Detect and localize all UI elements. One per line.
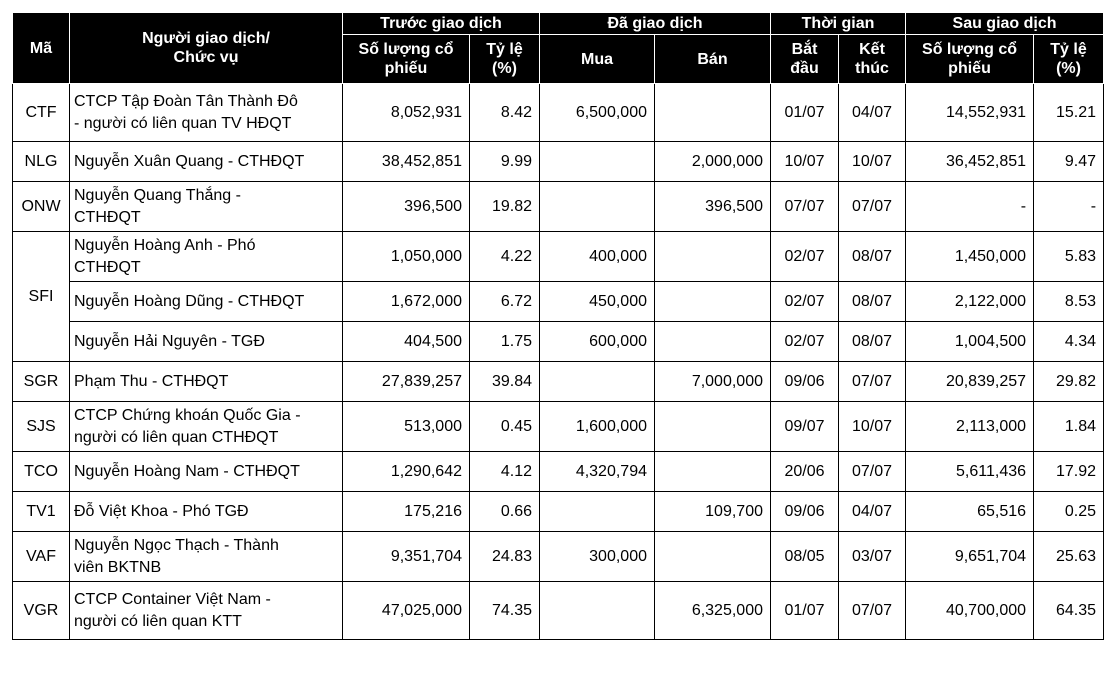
table-row	[13, 452, 1104, 492]
cell-end: 08/07	[839, 322, 906, 362]
cell-end: 03/07	[839, 532, 906, 582]
cell-after-pct: 15.21	[1034, 84, 1104, 142]
cell-before-qty: 513,000	[343, 402, 470, 452]
table-row	[13, 322, 1104, 362]
cell-person-line2: - người có liên quan TV HĐQT	[74, 114, 292, 132]
cell-person	[70, 322, 343, 362]
cell-person-line1: Đỗ Việt Khoa - Phó TGĐ	[74, 502, 249, 520]
cell-after-pct: 0.25	[1034, 492, 1104, 532]
cell-code: TV1	[13, 492, 70, 532]
cell-buy: 1,600,000	[540, 402, 655, 452]
cell-before-qty: 175,216	[343, 492, 470, 532]
header-nguoi-line1: Người giao dịch/	[142, 30, 270, 47]
header-thoi-gian: Thời gian	[771, 13, 906, 35]
cell-start: 01/07	[771, 84, 839, 142]
cell-before-pct: 6.72	[470, 282, 540, 322]
cell-after-pct: 5.83	[1034, 232, 1104, 282]
cell-after-qty: 14,552,931	[906, 84, 1034, 142]
cell-sell: 6,325,000	[655, 582, 771, 640]
header-after-pct-l2: (%)	[1056, 60, 1081, 77]
cell-after-pct: 64.35	[1034, 582, 1104, 640]
cell-after-qty: 5,611,436	[906, 452, 1034, 492]
cell-before-qty: 404,500	[343, 322, 470, 362]
cell-person-line1: Nguyễn Xuân Quang - CTHĐQT	[74, 152, 305, 170]
header-after-qty	[906, 35, 1034, 84]
header-nguoi-line2: Chức vụ	[173, 49, 239, 66]
cell-start: 07/07	[771, 182, 839, 232]
table-row	[13, 402, 1104, 452]
cell-start: 09/06	[771, 492, 839, 532]
cell-start: 02/07	[771, 282, 839, 322]
cell-before-pct: 0.66	[470, 492, 540, 532]
cell-sell	[655, 282, 771, 322]
cell-sell: 2,000,000	[655, 142, 771, 182]
cell-start: 09/06	[771, 362, 839, 402]
header-da-giao-dich: Đã giao dịch	[540, 13, 771, 35]
cell-before-qty: 9,351,704	[343, 532, 470, 582]
header-sell: Bán	[655, 35, 771, 84]
cell-person-line1: CTCP Tập Đoàn Tân Thành Đô	[74, 92, 298, 110]
cell-after-qty: 1,450,000	[906, 232, 1034, 282]
table-row	[13, 362, 1104, 402]
header-before-pct-l2: (%)	[492, 60, 517, 77]
header-before-qty-l2: phiếu	[384, 60, 428, 77]
cell-after-qty: 2,113,000	[906, 402, 1034, 452]
cell-buy: 450,000	[540, 282, 655, 322]
cell-code: ONW	[13, 182, 70, 232]
cell-code: SJS	[13, 402, 70, 452]
cell-start: 08/05	[771, 532, 839, 582]
cell-after-pct: 1.84	[1034, 402, 1104, 452]
cell-buy: 600,000	[540, 322, 655, 362]
cell-after-pct: -	[1034, 182, 1104, 232]
cell-after-qty: -	[906, 182, 1034, 232]
cell-person-line1: CTCP Chứng khoán Quốc Gia -	[74, 406, 301, 424]
cell-code: SGR	[13, 362, 70, 402]
cell-person	[70, 452, 343, 492]
cell-code: SFI	[13, 232, 70, 362]
cell-end: 07/07	[839, 582, 906, 640]
header-buy: Mua	[540, 35, 655, 84]
cell-before-pct: 39.84	[470, 362, 540, 402]
cell-buy: 300,000	[540, 532, 655, 582]
cell-sell	[655, 532, 771, 582]
cell-after-qty: 65,516	[906, 492, 1034, 532]
cell-code: NLG	[13, 142, 70, 182]
cell-after-qty: 40,700,000	[906, 582, 1034, 640]
header-before-qty-l1: Số lượng cổ	[358, 41, 454, 58]
header-after-pct-l1: Tỷ lệ	[1050, 41, 1087, 58]
table-row	[13, 582, 1104, 640]
table-row	[13, 282, 1104, 322]
cell-buy	[540, 362, 655, 402]
cell-buy: 4,320,794	[540, 452, 655, 492]
cell-before-qty: 27,839,257	[343, 362, 470, 402]
cell-sell: 109,700	[655, 492, 771, 532]
cell-before-pct: 4.12	[470, 452, 540, 492]
cell-before-pct: 19.82	[470, 182, 540, 232]
cell-after-qty: 1,004,500	[906, 322, 1034, 362]
cell-after-qty: 2,122,000	[906, 282, 1034, 322]
cell-buy	[540, 582, 655, 640]
cell-before-pct: 0.45	[470, 402, 540, 452]
table-row	[13, 232, 1104, 282]
cell-before-qty: 1,050,000	[343, 232, 470, 282]
cell-sell	[655, 232, 771, 282]
header-end-l2: thúc	[855, 60, 889, 77]
cell-person-line1: Nguyễn Hoàng Nam - CTHĐQT	[74, 462, 300, 480]
cell-buy	[540, 492, 655, 532]
cell-sell	[655, 402, 771, 452]
cell-person-line1: CTCP Container Việt Nam -	[74, 590, 271, 608]
table-body	[13, 84, 1104, 640]
cell-before-qty: 1,672,000	[343, 282, 470, 322]
cell-before-qty: 1,290,642	[343, 452, 470, 492]
cell-code: TCO	[13, 452, 70, 492]
cell-buy	[540, 142, 655, 182]
cell-person-line1: Nguyễn Hoàng Anh - Phó	[74, 236, 256, 254]
cell-sell	[655, 322, 771, 362]
cell-person	[70, 362, 343, 402]
cell-person	[70, 84, 343, 142]
cell-buy: 6,500,000	[540, 84, 655, 142]
cell-after-pct: 25.63	[1034, 532, 1104, 582]
table-row	[13, 492, 1104, 532]
table-row	[13, 142, 1104, 182]
cell-person-line2: người có liên quan CTHĐQT	[74, 428, 279, 446]
cell-code: CTF	[13, 84, 70, 142]
cell-after-qty: 20,839,257	[906, 362, 1034, 402]
cell-code: VGR	[13, 582, 70, 640]
cell-start: 09/07	[771, 402, 839, 452]
cell-sell	[655, 452, 771, 492]
header-start	[771, 35, 839, 84]
cell-after-qty: 9,651,704	[906, 532, 1034, 582]
cell-end: 04/07	[839, 84, 906, 142]
cell-start: 02/07	[771, 322, 839, 362]
cell-start: 20/06	[771, 452, 839, 492]
cell-buy: 400,000	[540, 232, 655, 282]
header-after-qty-l1: Số lượng cổ	[922, 41, 1017, 58]
cell-before-qty: 396,500	[343, 182, 470, 232]
cell-before-pct: 74.35	[470, 582, 540, 640]
cell-end: 10/07	[839, 402, 906, 452]
header-after-qty-l2: phiếu	[948, 60, 991, 77]
cell-person-line2: CTHĐQT	[74, 208, 141, 226]
header-start-l1: Bắt	[791, 41, 818, 58]
table-row	[13, 182, 1104, 232]
cell-before-qty: 38,452,851	[343, 142, 470, 182]
table-row	[13, 532, 1104, 582]
cell-end: 10/07	[839, 142, 906, 182]
header-before-qty	[343, 35, 470, 84]
cell-person-line2: người có liên quan KTT	[74, 612, 242, 630]
cell-after-pct: 29.82	[1034, 362, 1104, 402]
cell-person	[70, 282, 343, 322]
cell-person	[70, 492, 343, 532]
cell-before-pct: 8.42	[470, 84, 540, 142]
cell-start: 01/07	[771, 582, 839, 640]
cell-sell: 396,500	[655, 182, 771, 232]
cell-person-line1: Nguyễn Hoàng Dũng - CTHĐQT	[74, 292, 305, 310]
cell-end: 07/07	[839, 362, 906, 402]
cell-person-line1: Nguyễn Ngọc Thạch - Thành	[74, 536, 279, 554]
cell-person-line2: viên BKTNB	[74, 558, 162, 576]
header-truoc-giao-dich: Trước giao dịch	[343, 13, 540, 35]
cell-before-pct: 1.75	[470, 322, 540, 362]
cell-sell: 7,000,000	[655, 362, 771, 402]
cell-start: 02/07	[771, 232, 839, 282]
cell-person	[70, 402, 343, 452]
cell-end: 07/07	[839, 452, 906, 492]
cell-after-pct: 17.92	[1034, 452, 1104, 492]
cell-person-line1: Phạm Thu - CTHĐQT	[74, 372, 229, 390]
cell-start: 10/07	[771, 142, 839, 182]
header-ma: Mã	[13, 13, 70, 84]
header-start-l2: đầu	[790, 60, 819, 77]
header-after-pct	[1034, 35, 1104, 84]
cell-after-pct: 4.34	[1034, 322, 1104, 362]
cell-person	[70, 142, 343, 182]
cell-end: 07/07	[839, 182, 906, 232]
cell-before-pct: 4.22	[470, 232, 540, 282]
cell-person-line2: CTHĐQT	[74, 258, 141, 276]
header-before-pct-l1: Tỷ lệ	[486, 41, 523, 58]
cell-before-pct: 9.99	[470, 142, 540, 182]
cell-person	[70, 532, 343, 582]
cell-code: VAF	[13, 532, 70, 582]
cell-before-qty: 8,052,931	[343, 84, 470, 142]
table-header	[13, 13, 1104, 84]
cell-person-line1: Nguyễn Quang Thắng -	[74, 186, 241, 204]
table-row	[13, 84, 1104, 142]
cell-sell	[655, 84, 771, 142]
cell-buy	[540, 182, 655, 232]
cell-person	[70, 232, 343, 282]
cell-end: 08/07	[839, 282, 906, 322]
cell-after-qty: 36,452,851	[906, 142, 1034, 182]
header-sau-giao-dich: Sau giao dịch	[906, 13, 1104, 35]
header-before-pct	[470, 35, 540, 84]
cell-after-pct: 8.53	[1034, 282, 1104, 322]
cell-end: 08/07	[839, 232, 906, 282]
cell-person	[70, 582, 343, 640]
cell-person-line1: Nguyễn Hải Nguyên - TGĐ	[74, 332, 265, 350]
header-end-l1: Kết	[859, 41, 885, 58]
cell-before-pct: 24.83	[470, 532, 540, 582]
header-nguoi-giao-dich	[70, 13, 343, 84]
cell-after-pct: 9.47	[1034, 142, 1104, 182]
cell-before-qty: 47,025,000	[343, 582, 470, 640]
insider-trading-table	[12, 12, 1104, 640]
cell-person	[70, 182, 343, 232]
cell-end: 04/07	[839, 492, 906, 532]
header-end	[839, 35, 906, 84]
